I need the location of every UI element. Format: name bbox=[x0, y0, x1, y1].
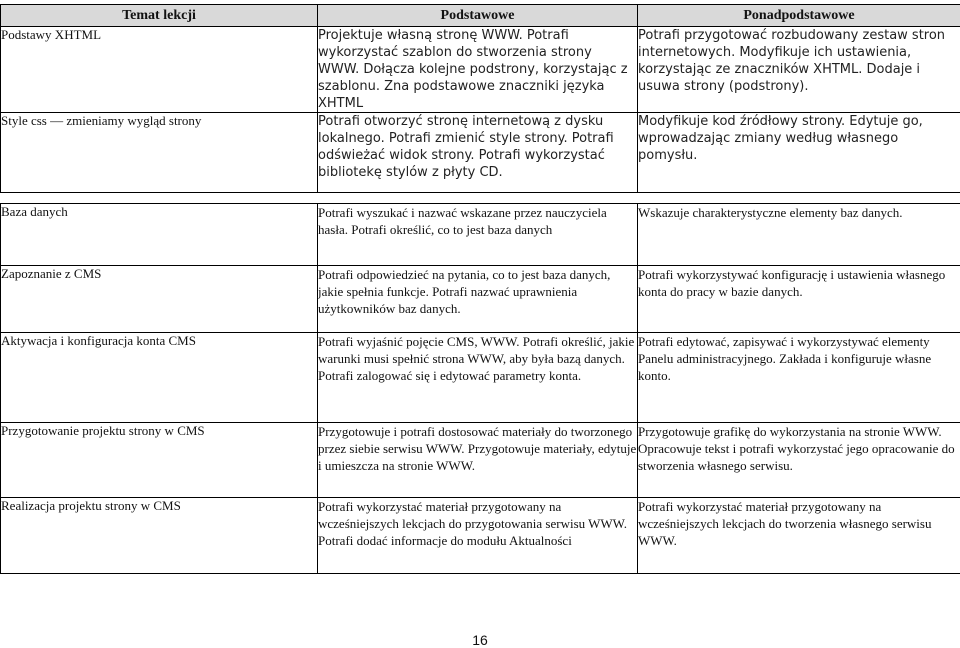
table-header-row bbox=[1, 5, 960, 27]
basic-cell: Potrafi wyjaśnić pojęcie CMS, WWW. Potrafi określić, jakie warunki musi spełnić strona WWW, aby była bazą danych. Potrafi zalogować się i edytować parametry konta. bbox=[318, 333, 638, 423]
advanced-cell: Potrafi wykorzystać materiał przygotowany na wcześniejszych lekcjach do tworzenia własnego serwisu WWW. bbox=[638, 498, 960, 574]
page-number: 16 bbox=[0, 632, 960, 648]
basic-cell: Projektuje własną stronę WWW. Potrafi wykorzystać szablon do stworzenia strony WWW. Dołącza kolejne podstrony, korzystając z szablonu. Zna podstawowe znaczniki języka XHTML bbox=[318, 27, 638, 113]
topic-cell: Realizacja projektu strony w CMS bbox=[1, 498, 318, 574]
header-topic: Temat lekcji bbox=[1, 5, 318, 27]
basic-cell: Potrafi odpowiedzieć na pytania, co to jest baza danych, jakie spełnia funkcje. Potrafi nazwać uprawnienia użytkowników baz danych. bbox=[318, 266, 638, 333]
table-row bbox=[1, 113, 960, 193]
advanced-cell: Przygotowuje grafikę do wykorzystania na stronie WWW. Opracowuje tekst i potrafi wykorzystać jego opracowanie do stworzenia własnego serwisu. bbox=[638, 423, 960, 498]
table-row bbox=[1, 423, 960, 498]
topic-cell: Style css — zmieniamy wygląd strony bbox=[1, 113, 318, 193]
basic-cell: Potrafi wyszukać i nazwać wskazane przez nauczyciela hasła. Potrafi określić, co to jest baza danych bbox=[318, 204, 638, 266]
advanced-cell: Potrafi wykorzystywać konfigurację i ustawienia własnego konta do pracy w bazie danych. bbox=[638, 266, 960, 333]
advanced-cell: Wskazuje charakterystyczne elementy baz danych. bbox=[638, 204, 960, 266]
advanced-cell: Potrafi edytować, zapisywać i wykorzystywać elementy Panelu administracyjnego. Zakłada i konfiguruje własne konto. bbox=[638, 333, 960, 423]
topic-cell: Zapoznanie z CMS bbox=[1, 266, 318, 333]
basic-cell: Przygotowuje i potrafi dostosować materiały do tworzonego przez siebie serwisu WWW. Przygotowuje materiały, edytuje i umieszcza na stronie WWW. bbox=[318, 423, 638, 498]
topic-cell: Baza danych bbox=[1, 204, 318, 266]
topic-cell: Podstawy XHTML bbox=[1, 27, 318, 113]
header-basic: Podstawowe bbox=[318, 5, 638, 27]
advanced-cell: Modyfikuje kod źródłowy strony. Edytuje go, wprowadzając zmiany według własnego pomysłu. bbox=[638, 113, 960, 193]
advanced-cell: Potrafi przygotować rozbudowany zestaw stron internetowych. Modyfikuje ich ustawienia, korzystając ze znaczników XHTML. Dodaje i usuwa strony (podstrony). bbox=[638, 27, 960, 113]
topic-cell: Aktywacja i konfiguracja konta CMS bbox=[1, 333, 318, 423]
curriculum-table-bottom bbox=[0, 203, 960, 574]
table-row bbox=[1, 333, 960, 423]
basic-cell: Potrafi otworzyć stronę internetową z dysku lokalnego. Potrafi zmienić style strony. Potrafi odświeżać widok strony. Potrafi wykorzystać bibliotekę stylów z płyty CD. bbox=[318, 113, 638, 193]
table-row bbox=[1, 27, 960, 113]
table-row bbox=[1, 204, 960, 266]
curriculum-table-top bbox=[0, 4, 960, 193]
table-row bbox=[1, 266, 960, 333]
table-row bbox=[1, 498, 960, 574]
topic-cell: Przygotowanie projektu strony w CMS bbox=[1, 423, 318, 498]
header-advanced: Ponadpodstawowe bbox=[638, 5, 960, 27]
basic-cell: Potrafi wykorzystać materiał przygotowany na wcześniejszych lekcjach do przygotowania serwisu WWW. Potrafi dodać informacje do modułu Aktualności bbox=[318, 498, 638, 574]
